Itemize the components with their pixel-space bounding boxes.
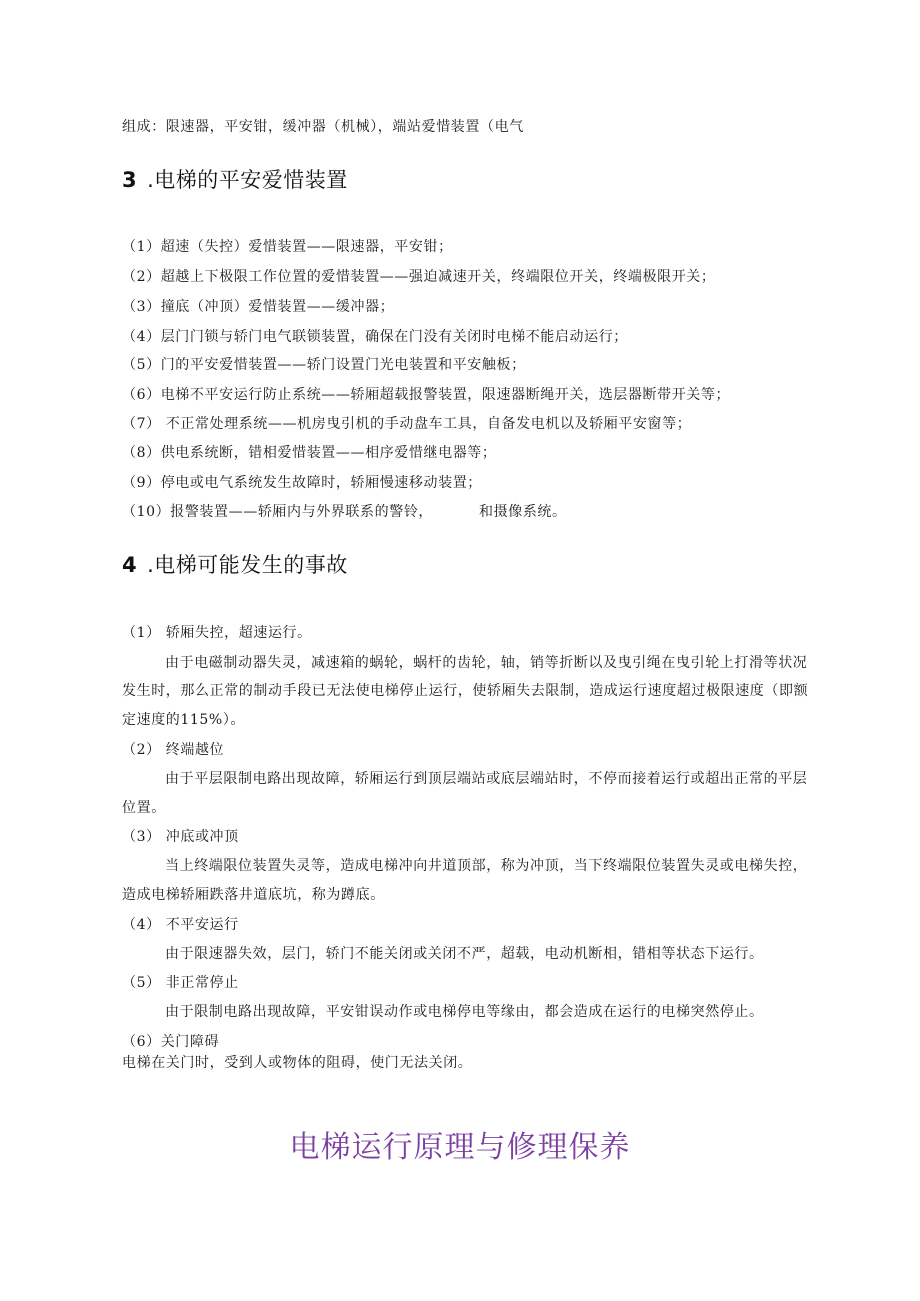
accident-1-heading: （1） 轿厢失控，超速运行。 <box>122 625 312 641</box>
section3-item-3: （3）撞底（冲顶）爱惜装置——缓冲器； <box>122 299 395 315</box>
footer-title: 电梯运行原理与修理保养 <box>289 1130 631 1165</box>
section4-heading <box>122 552 348 578</box>
accident-4-line-1: 由于限速器失效，层门，轿门不能关闭或关闭不严，超载，电动机断相，错相等状态下运行。 <box>165 946 764 962</box>
accident-6-heading: （6）关门障碍 <box>122 1034 220 1050</box>
section3-item-1: （1）超速（失控）爱惜装置——限速器，平安钳； <box>122 239 453 255</box>
accident-1-line-2: 发生时，那么正常的制动手段已无法使电梯停止运行，使轿厢失去限制，造成运行速度超过极限速度（即额 <box>122 683 809 699</box>
section3-item-7: （7） 不正常处理系统——机房曳引机的手动盘车工具，自备发电机以及轿厢平安窗等； <box>122 416 692 432</box>
accident-6-line-1: 电梯在关门时，受到人或物体的阻碍，使门无法关闭。 <box>122 1055 473 1071</box>
accident-1-line-3: 定速度的115%）。 <box>122 712 246 728</box>
section3-item-6: （6）电梯不平安运行防止系统——轿厢超载报警装置，限速器断绳开关，选层器断带开关等； <box>122 387 731 403</box>
section3-item-10-part1: （10）报警装置——轿厢内与外界联系的警铃， <box>122 504 434 520</box>
accident-1-line-1: 由于电磁制动器失灵，减速箱的蜗轮，蜗杆的齿轮，轴，销等折断以及曳引绳在曳引轮上打滑等状况 <box>165 655 808 671</box>
section4-number: 4 <box>122 553 138 577</box>
section3-item-10-part2: 和摄像系统。 <box>479 504 567 520</box>
accident-3-heading: （3） 冲底或冲顶 <box>122 829 239 845</box>
accident-3-line-2: 造成电梯轿厢跌落井道底坑，称为蹲底。 <box>122 887 385 903</box>
intro-line: 组成：限速器，平安钳，缓冲器（机械），端站爱惜装置（电气 <box>122 119 524 135</box>
section3-item-9: （9）停电或电气系统发生故障时，轿厢慢速移动装置； <box>122 475 482 491</box>
section3-number: 3 <box>122 168 138 192</box>
section3-item-5: （5）门的平安爱惜装置——轿门设置门光电装置和平安触板； <box>122 357 526 373</box>
accident-2-heading: （2） 终端越位 <box>122 742 225 758</box>
section4-title: .电梯可能发生的事故 <box>147 553 348 577</box>
section3-item-8: （8）供电系统断，错相爱惜装置——相序爱惜继电器等； <box>122 445 497 461</box>
accident-2-line-2: 位置。 <box>122 800 166 816</box>
accident-5-line-1: 由于限制电路出现故障，平安钳误动作或电梯停电等缘由，都会造成在运行的电梯突然停止。 <box>165 1004 764 1020</box>
section3-item-4: （4）层门门锁与轿门电气联锁装置，确保在门没有关闭时电梯不能启动运行； <box>122 329 628 345</box>
section3-heading <box>122 167 348 193</box>
section3-item-2: （2）超越上下极限工作位置的爱惜装置——强迫减速开关，终端限位开关，终端极限开关； <box>122 269 716 285</box>
accident-4-heading: （4） 不平安运行 <box>122 917 239 933</box>
accident-3-line-1: 当上终端限位装置失灵等，造成电梯冲向井道顶部，称为冲顶，当下终端限位装置失灵或电梯失控， <box>165 858 808 874</box>
accident-5-heading: （5） 非正常停止 <box>122 975 239 991</box>
section3-title: .电梯的平安爱惜装置 <box>147 168 348 192</box>
accident-2-line-1: 由于平层限制电路出现故障，轿厢运行到顶层端站或底层端站时，不停而接着运行或超出正常的平层 <box>165 771 808 787</box>
section3-item-10 <box>122 503 567 521</box>
